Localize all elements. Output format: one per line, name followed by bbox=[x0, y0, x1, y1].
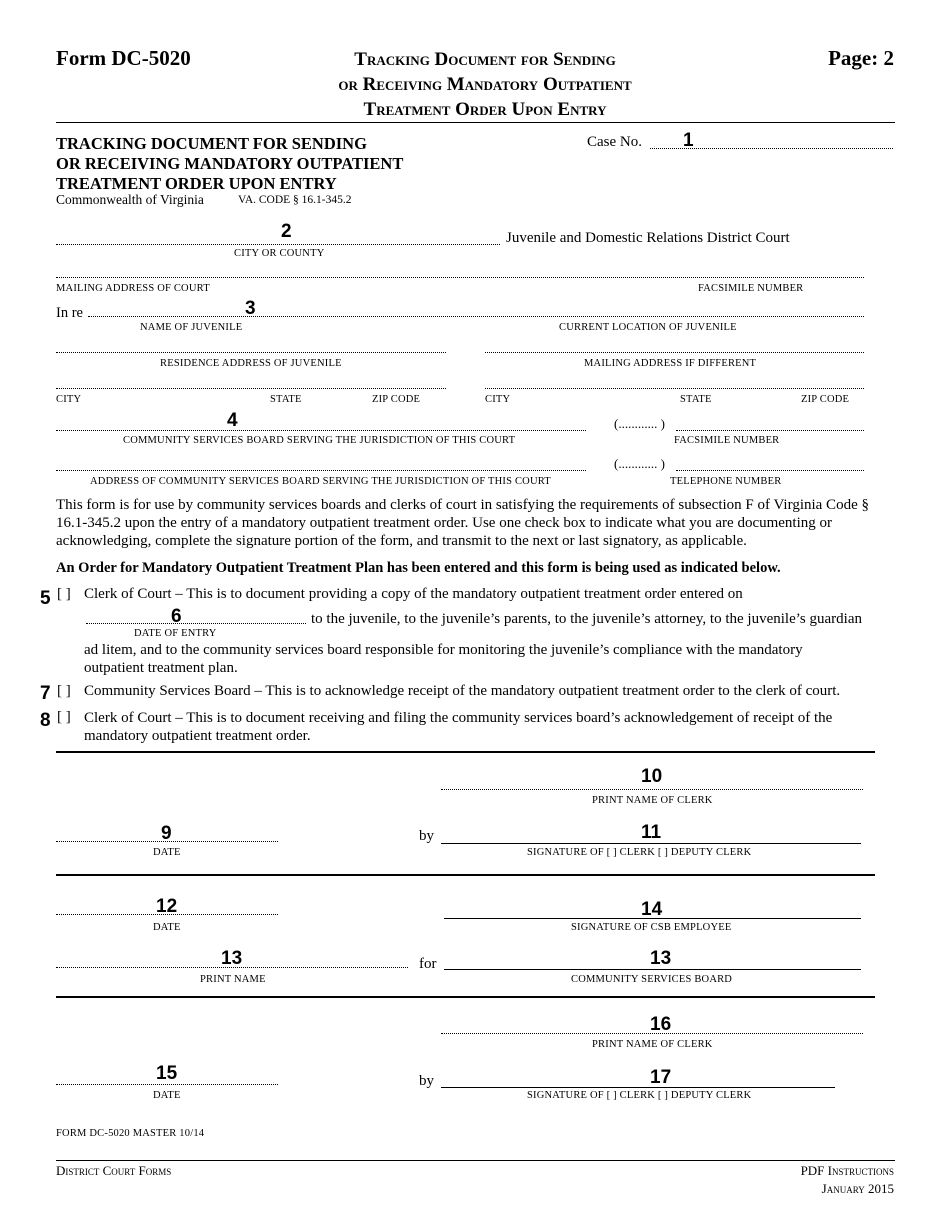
page-title bbox=[260, 47, 710, 122]
city-state-zip-field-left[interactable] bbox=[56, 388, 446, 389]
in-re-label: In re bbox=[56, 305, 83, 321]
date-field-3[interactable] bbox=[56, 1084, 278, 1085]
page-title-line-2: or Receiving Mandatory Outpatient bbox=[338, 74, 632, 95]
marker-15: 15 bbox=[156, 1063, 178, 1084]
date-label-3: DATE bbox=[153, 1090, 181, 1101]
city-label-right: CITY bbox=[485, 394, 511, 405]
csb-phone-field[interactable] bbox=[676, 470, 864, 471]
zip-label-right: ZIP CODE bbox=[801, 394, 850, 405]
mailing-if-different-label: MAILING ADDRESS IF DIFFERENT bbox=[584, 358, 757, 369]
print-name-label: PRINT NAME bbox=[200, 974, 266, 985]
print-name-field[interactable] bbox=[56, 967, 408, 968]
court-fax-label: FACSIMILE NUMBER bbox=[698, 283, 804, 294]
for-label: for bbox=[419, 956, 437, 972]
marker-9: 9 bbox=[161, 823, 172, 844]
marker-5: 5 bbox=[40, 588, 51, 609]
csb-phone-area-code: (............ ) bbox=[614, 456, 665, 471]
va-code-label: VA. CODE § 16.1-345.2 bbox=[238, 194, 352, 206]
instructions-text: This form is for use by community services boards and clerks of court in satisfying the requirements of subsection F of Virginia Code § 16.1-345.2 upon the entry of a mandatory outpatient treatment order. Use one check box to indicate what you are documenting or acknowledging, complete the signature portion of the form, and transmit to the next or last signatory, as applicable. bbox=[56, 497, 869, 549]
form-title-line-3: TREATMENT ORDER UPON ENTRY bbox=[56, 174, 337, 193]
marker-6: 6 bbox=[171, 606, 182, 627]
option-7-checkbox[interactable]: [ ] bbox=[57, 683, 71, 699]
csb-name-field[interactable] bbox=[444, 969, 861, 970]
footer-left: District Court Forms bbox=[56, 1163, 172, 1178]
date-of-entry-label: DATE OF ENTRY bbox=[134, 628, 217, 639]
marker-10: 10 bbox=[641, 766, 663, 787]
marker-17: 17 bbox=[650, 1067, 672, 1088]
state-label-left: STATE bbox=[270, 394, 302, 405]
mailing-address-juvenile-field[interactable] bbox=[485, 352, 864, 353]
marker-11: 11 bbox=[641, 822, 662, 843]
marker-7: 7 bbox=[40, 683, 51, 704]
page-title-line-3: Treatment Order Upon Entry bbox=[363, 99, 607, 120]
court-suffix: Juvenile and Domestic Relations District Court bbox=[506, 230, 790, 246]
mailing-address-court-label: MAILING ADDRESS OF COURT bbox=[56, 283, 210, 294]
footer-right-1: PDF Instructions bbox=[800, 1163, 894, 1178]
marker-13-csb: 13 bbox=[650, 948, 672, 969]
option-5-recipients: to the juvenile, to the juvenile’s parents, to the juvenile’s attorney, to the juvenile’s guardian bbox=[311, 611, 862, 627]
marker-12: 12 bbox=[156, 896, 178, 917]
form-title-line-1: TRACKING DOCUMENT FOR SENDING bbox=[56, 134, 367, 153]
marker-13-print-name: 13 bbox=[221, 948, 243, 969]
csb-address-field[interactable] bbox=[56, 470, 586, 471]
clerk-signature-label-2: SIGNATURE OF [ ] CLERK [ ] DEPUTY CLERK bbox=[527, 1090, 752, 1101]
date-of-entry-field[interactable] bbox=[86, 623, 306, 624]
option-8-text: Clerk of Court – This is to document receiving and filing the community services board’s acknowledgement of receipt of the mandatory outpatient treatment order. bbox=[84, 710, 833, 744]
option-7-text: Community Services Board – This is to acknowledge receipt of the mandatory outpatient treatment order to the clerk of court. bbox=[84, 683, 841, 699]
form-title-line-2: OR RECEIVING MANDATORY OUTPATIENT bbox=[56, 154, 404, 173]
csb-serving-field[interactable] bbox=[56, 430, 586, 431]
header-divider bbox=[56, 122, 895, 123]
name-of-juvenile-label: NAME OF JUVENILE bbox=[140, 322, 243, 333]
page-number: Page: 2 bbox=[828, 46, 894, 70]
print-name-clerk-field-2[interactable] bbox=[441, 1033, 863, 1034]
zip-label-left: ZIP CODE bbox=[372, 394, 421, 405]
csb-phone-label: TELEPHONE NUMBER bbox=[670, 476, 782, 487]
csb-fax-field[interactable] bbox=[676, 430, 864, 431]
form-title bbox=[56, 134, 403, 194]
csb-employee-signature-label: SIGNATURE OF CSB EMPLOYEE bbox=[571, 922, 732, 933]
marker-8: 8 bbox=[40, 710, 51, 731]
marker-2: 2 bbox=[281, 221, 292, 242]
page-title-line-1: Tracking Document for Sending bbox=[354, 49, 616, 70]
csb-fax-label: FACSIMILE NUMBER bbox=[674, 435, 780, 446]
city-label-left: CITY bbox=[56, 394, 82, 405]
clerk-signature-label-1: SIGNATURE OF [ ] CLERK [ ] DEPUTY CLERK bbox=[527, 847, 752, 858]
city-or-county-field[interactable] bbox=[56, 244, 500, 245]
date-label-1: DATE bbox=[153, 847, 181, 858]
marker-4: 4 bbox=[227, 410, 238, 431]
option-5-text: Clerk of Court – This is to document providing a copy of the mandatory outpatient treatment order entered on bbox=[84, 586, 743, 602]
footer-divider bbox=[56, 1160, 895, 1161]
date-field-1[interactable] bbox=[56, 841, 278, 842]
mailing-address-court-field[interactable] bbox=[56, 277, 864, 278]
footer-right-2: January 2015 bbox=[821, 1181, 894, 1196]
csb-name-label: COMMUNITY SERVICES BOARD bbox=[571, 974, 733, 985]
residence-address-field[interactable] bbox=[56, 352, 446, 353]
csb-address-label: ADDRESS OF COMMUNITY SERVICES BOARD SERVING THE JURISDICTION OF THIS COURT bbox=[90, 476, 551, 487]
section-divider-3 bbox=[56, 996, 875, 998]
csb-serving-label: COMMUNITY SERVICES BOARD SERVING THE JURISDICTION OF THIS COURT bbox=[123, 435, 516, 446]
residence-address-label: RESIDENCE ADDRESS OF JUVENILE bbox=[160, 358, 342, 369]
clerk-signature-field-1[interactable] bbox=[441, 843, 861, 844]
section-divider-2 bbox=[56, 874, 875, 876]
marker-16: 16 bbox=[650, 1014, 672, 1035]
form-number: Form DC-5020 bbox=[56, 46, 191, 70]
marker-3: 3 bbox=[245, 298, 256, 319]
csb-fax-area-code: (............ ) bbox=[614, 416, 665, 431]
section-divider-1 bbox=[56, 751, 875, 753]
commonwealth-label: Commonwealth of Virginia bbox=[56, 192, 204, 207]
marker-14: 14 bbox=[641, 899, 663, 920]
marker-1: 1 bbox=[683, 130, 694, 151]
option-5-continued: ad litem, and to the community services board responsible for monitoring the juvenile’s compliance with the mandatory outpatient treatment plan. bbox=[84, 642, 803, 676]
print-name-clerk-label-1: PRINT NAME OF CLERK bbox=[592, 795, 713, 806]
case-no-label: Case No. bbox=[587, 134, 642, 150]
state-label-right: STATE bbox=[680, 394, 712, 405]
print-name-clerk-field-1[interactable] bbox=[441, 789, 863, 790]
form-master-label: FORM DC-5020 MASTER 10/14 bbox=[56, 1128, 205, 1139]
by-label-1: by bbox=[419, 828, 434, 844]
current-location-label: CURRENT LOCATION OF JUVENILE bbox=[559, 322, 737, 333]
date-label-2: DATE bbox=[153, 922, 181, 933]
option-8-checkbox[interactable]: [ ] bbox=[57, 709, 71, 725]
city-state-zip-field-right[interactable] bbox=[485, 388, 864, 389]
option-5-checkbox[interactable]: [ ] bbox=[57, 586, 71, 602]
csb-employee-signature-field[interactable] bbox=[444, 918, 861, 919]
instructions-bold: An Order for Mandatory Outpatient Treatment Plan has been entered and this form is being used as indicated below. bbox=[56, 560, 781, 576]
date-field-2[interactable] bbox=[56, 914, 278, 915]
by-label-2: by bbox=[419, 1073, 434, 1089]
juvenile-name-field[interactable] bbox=[88, 316, 864, 317]
print-name-clerk-label-2: PRINT NAME OF CLERK bbox=[592, 1039, 713, 1050]
clerk-signature-field-2[interactable] bbox=[441, 1087, 835, 1088]
city-or-county-label: CITY OR COUNTY bbox=[234, 248, 325, 259]
